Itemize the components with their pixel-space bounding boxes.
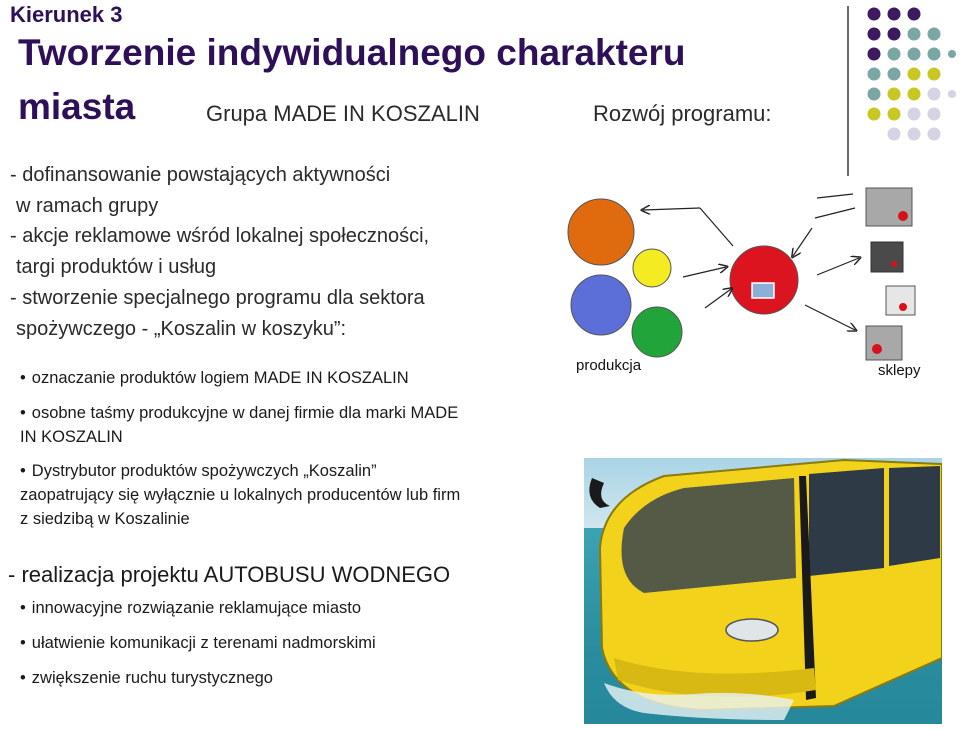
decorative-divider <box>847 6 849 176</box>
distribution-diagram <box>555 180 955 385</box>
dot-row-2 <box>868 28 941 41</box>
subitem-production-lines <box>20 404 458 423</box>
bullet-marker: • <box>20 369 26 387</box>
item-1-line-1: - dofinansowanie powstających aktywności <box>10 164 391 186</box>
subitem-distributor-cont-1: zaopatrujący się wyłącznie u lokalnych producentów lub firm <box>20 486 461 504</box>
bullet-marker: • <box>20 634 26 652</box>
bus-subitem-3-text: zwiększenie ruchu turystycznego <box>31 669 273 687</box>
distributor-red-circle <box>730 246 798 314</box>
bullet-marker: • <box>20 462 26 480</box>
dot-row-4 <box>868 68 941 81</box>
subitem-distributor-text: Dystrybutor produktów spożywczych „Koszalin” <box>31 462 377 480</box>
water-bus-photo <box>584 458 942 724</box>
page-title-line-2: miasta <box>18 86 136 127</box>
dot-row-5 <box>868 88 957 101</box>
development-label: Rozwój programu: <box>593 101 772 126</box>
subitem-distributor <box>20 462 377 481</box>
section-kicker: Kierunek 3 <box>10 2 123 27</box>
item-2-line-2: targi produktów i usług <box>16 256 217 278</box>
bus-subitem-2 <box>20 634 376 653</box>
producer-yellow-circle <box>633 249 671 287</box>
subitem-production-lines-text: osobne taśmy produkcyjne w danej firmie dla marki MADE <box>31 404 459 422</box>
shop-box-3 <box>886 286 915 315</box>
shop-box-2 <box>871 242 903 272</box>
dot-row-1 <box>868 8 921 21</box>
shops-label: sklepy <box>878 362 921 379</box>
bullet-marker: • <box>20 404 26 422</box>
item-3-line-2: spożywczego - „Koszalin w koszyku”: <box>16 318 347 340</box>
subitem-production-lines-cont: IN KOSZALIN <box>20 428 123 446</box>
subitem-logo <box>20 369 409 388</box>
item-1-line-2: w ramach grupy <box>16 195 159 217</box>
item-2-line-1: - akcje reklamowe wśród lokalnej społeczności, <box>10 225 430 247</box>
bus-project-heading: - realizacja projektu AUTOBUSU WODNEGO <box>8 562 451 587</box>
subitem-distributor-cont-2: z siedzibą w Koszalinie <box>20 510 190 528</box>
dot-row-6 <box>868 108 941 121</box>
producer-orange-circle <box>568 199 634 265</box>
production-label: produkcja <box>576 357 642 374</box>
producer-blue-circle <box>571 275 631 335</box>
item-3-line-1: - stworzenie specjalnego programu dla sektora <box>10 287 425 309</box>
bus-headlight <box>726 619 778 641</box>
bus-subitem-2-text: ułatwienie komunikacji z terenami nadmorskimi <box>31 634 376 652</box>
bus-subitem-1-text: innowacyjne rozwiązanie reklamujące miasto <box>31 599 362 617</box>
group-label: Grupa MADE IN KOSZALIN <box>206 101 480 126</box>
bullet-marker: • <box>20 599 26 617</box>
producer-green-circle <box>632 307 682 357</box>
bus-subitem-3 <box>20 669 273 688</box>
page-title-line-1: Tworzenie indywidualnego charakteru <box>18 32 686 73</box>
dot-row-7 <box>888 128 941 141</box>
bus-subitem-1 <box>20 599 361 618</box>
subitem-logo-text: oznaczanie produktów logiem MADE IN KOSZALIN <box>31 369 409 387</box>
shop-box-4 <box>866 326 902 360</box>
bullet-marker: • <box>20 669 26 687</box>
dot-row-3 <box>868 48 957 61</box>
decorative-dots-pattern <box>866 6 956 154</box>
distributor-logo-icon <box>752 283 774 298</box>
